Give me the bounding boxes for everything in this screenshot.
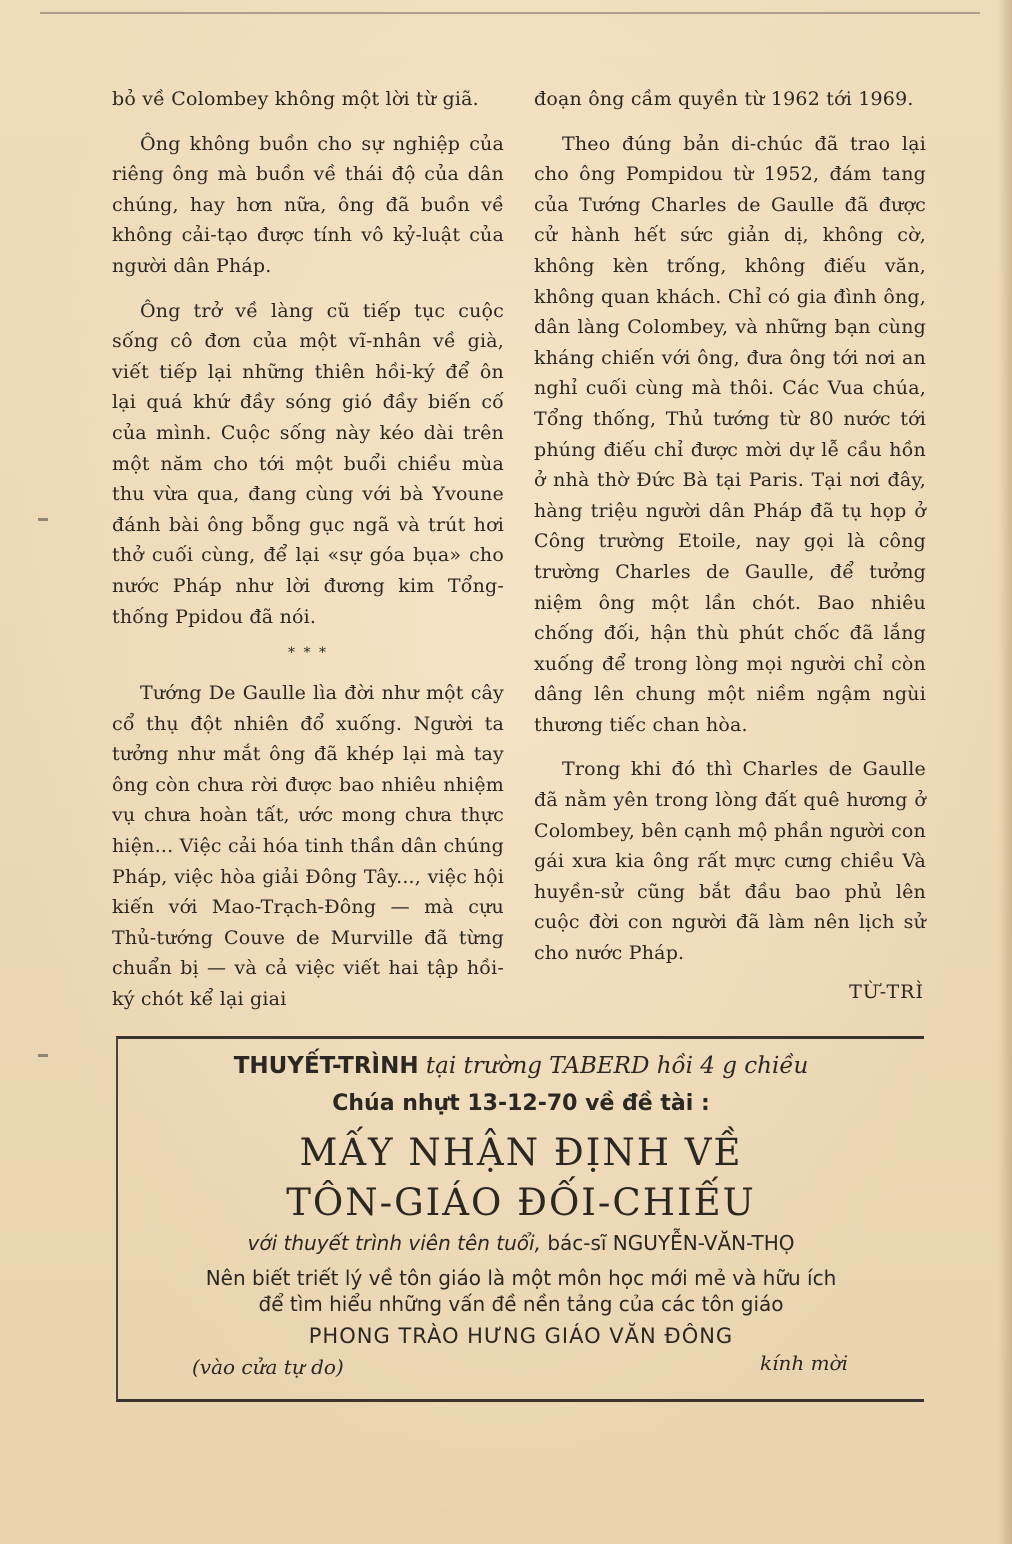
article-paragraph: đoạn ông cầm quyền từ 1962 tới 1969. — [534, 88, 914, 110]
section-separator: * * * — [288, 645, 328, 662]
margin-mark — [38, 518, 48, 521]
article-right-column — [534, 84, 926, 1007]
article-left-column — [112, 84, 504, 1015]
article-paragraph: bỏ về Colombey không một lời từ giã. — [112, 88, 479, 110]
notice-description-2: để tìm hiểu những vấn đề nền tảng của các tôn giáo — [258, 1292, 784, 1316]
notice-free-entry: (vào cửa tự do) — [192, 1355, 344, 1379]
notice-heading-italic: tại trường TABERD hồi 4 g chiều — [425, 1053, 809, 1079]
margin-mark — [38, 1054, 48, 1057]
article-paragraph: Theo đúng bản di-chúc đã trao lại cho ông Pompidou từ 1952, đám tang của Tướng Charles de Gaulle đã được cử hành hết sức giản dị, không cờ, không kèn trống, không điếu văn, không quan khách. Chỉ có gia đình ông, dân làng Colombey, và những bạn cùng kháng chiến với ông, đưa ông tới nơi an nghỉ cuối cùng mà thôi. Các Vua chúa, Tổng thống, Thủ tướng từ 80 nước tới phúng điếu chỉ được mời dự lễ cầu hồn ở nhà thờ Đức Bà tại Paris. Tại nơi đây, hàng triệu người dân Pháp đã tụ họp ở Công trường Etoile, nay gọi là công trường Charles de Gaulle, để tưởng niệm ông một lần chót. Bao nhiêu chống đối, hận thù phút chốc đã lắng xuống để trong lòng mọi người chỉ còn dâng lên chung một niềm ngậm ngùi thương tiếc chan hòa. — [534, 132, 926, 736]
notice-speaker-name: bác-sĩ NGUYỄN-VĂN-THỌ — [547, 1231, 795, 1255]
article-paragraph: Tướng De Gaulle lìa đời như một cây cổ thụ đột nhiên đổ xuống. Người ta tưởng như mắt ông đã khép lại mà tay ông còn chưa rời được bao nhiêu nhiệm vụ chưa hoàn tất, ước mong chưa thực hiện... Việc cải hóa tinh thần dân chúng Pháp, việc hòa giải Đông Tây..., việc hội kiến với Mao-Trạch-Đông — mà cựu Thủ-tướng Couve de Murville đã từng chuẩn bị — và cả việc viết hai tập hồi-ký chót kể lại giai — [112, 682, 504, 1011]
page-edge-shade — [998, 0, 1012, 1544]
notice-title-line-2: TÔN-GIÁO ĐỐI-CHIẾU — [286, 1181, 756, 1224]
top-rule — [40, 12, 980, 14]
notice-title-line-1: MẤY NHẬN ĐỊNH VỀ — [299, 1131, 743, 1174]
notice-speaker — [118, 1231, 924, 1255]
notice-description-1: Nên biết triết lý về tôn giáo là một môn học mới mẻ và hữu ích — [205, 1266, 837, 1290]
notice-date-line: Chúa nhựt 13-12-70 về đề tài : — [332, 1091, 710, 1116]
article-paragraph: Trong khi đó thì Charles de Gaulle đã nằm yên trong lòng đất quê hương ở Colombey, bên cạnh mộ phần người con gái xưa kia ông rất mực cưng chiều Và huyền-sử cũng bắt đầu bao phủ lên cuộc đời con người đã làm nên lịch sử cho nước Pháp. — [534, 758, 926, 965]
notice-heading-bold: THUYẾT-TRÌNH — [233, 1053, 419, 1079]
notice-heading — [118, 1053, 924, 1079]
notice-speaker-prefix: với thuyết trình viên tên tuổi, — [247, 1231, 541, 1255]
lecture-notice — [116, 1036, 924, 1402]
notice-invite: kính mời — [759, 1351, 848, 1375]
notice-organizer: PHONG TRÀO HƯNG GIÁO VĂN ĐÔNG — [308, 1324, 734, 1348]
article-paragraph: Ông không buồn cho sự nghiệp của riêng ông mà buồn về thái độ của dân chúng, hay hơn nữa, ông đã buồn về không cải-tạo được tính vô kỷ-luật của người dân Pháp. — [112, 132, 504, 277]
author-signature: TỪ-TRÌ — [849, 980, 924, 1003]
article-paragraph: Ông trở về làng cũ tiếp tục cuộc sống cô đơn của một vĩ-nhân về già, viết tiếp lại những thiên hồi-ký để ôn lại quá khứ đầy sóng gió đầy biến cố của mình. Cuộc sống này kéo dài trên một năm cho tới một buổi chiều mùa thu vừa qua, đang cùng với bà Yvoune đánh bài ông bỗng gục ngã và trút hơi thở cuối cùng, để lại «sự góa bụa» cho nước Pháp như lời đương kim Tổng-thống Ppidou đã nói. — [112, 299, 504, 628]
